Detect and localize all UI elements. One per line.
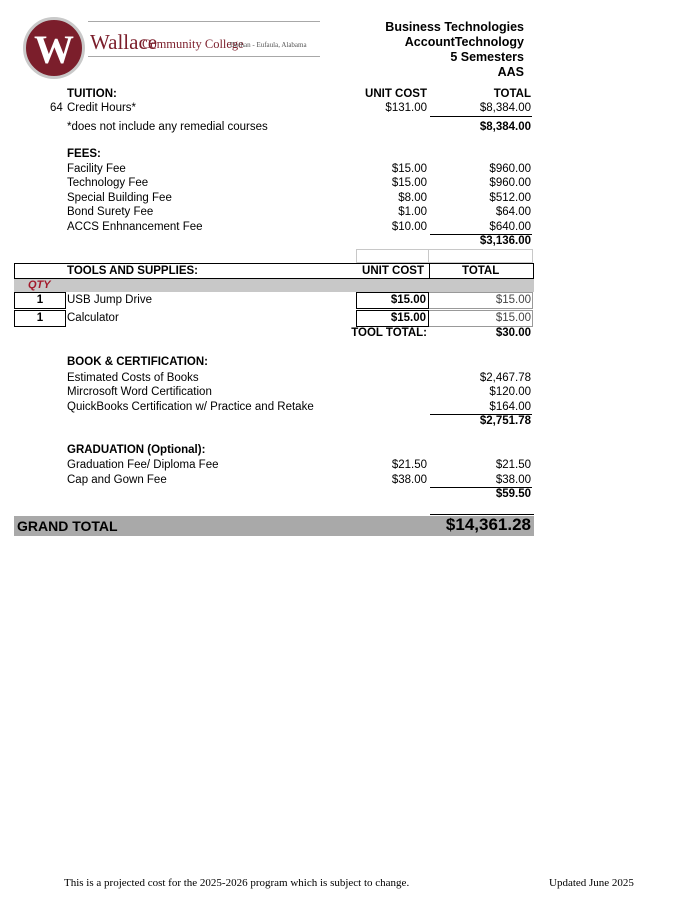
tuition-total: $8,384.00 [479,102,531,114]
tool-unit-cost: $15.00 [390,312,426,324]
program-name: AccountTechnology [404,35,524,49]
graduation-item-unit: $21.50 [391,459,427,471]
fee-total: $64.00 [495,206,531,218]
book-item-name: Estimated Costs of Books [67,372,199,384]
program-degree: AAS [497,65,524,79]
fee-name: Special Building Fee [67,192,172,204]
tuition-heading: TUITION: [67,88,117,100]
tool-total-label: TOOL TOTAL: [351,327,427,339]
tuition-unit-cost: $131.00 [385,102,427,114]
books-heading: BOOK & CERTIFICATION: [67,356,208,368]
tuition-note: *does not include any remedial courses [67,121,268,133]
fee-total: $960.00 [489,177,531,189]
fee-unit-cost: $15.00 [391,177,427,189]
empty-cell [429,249,533,263]
fee-name: ACCS Enhnancement Fee [67,221,203,233]
fee-name: Bond Surety Fee [67,206,154,218]
grand-total-value: $14,361.28 [445,515,531,534]
tool-total: $15.00 [495,294,531,306]
graduation-item-total: $21.50 [495,459,531,471]
footer-updated: Updated June 2025 [549,877,634,889]
graduation-subtotal: $59.50 [495,488,531,500]
fee-unit-cost: $10.00 [391,221,427,233]
tuition-total-header: TOTAL [493,88,531,100]
program-header [385,20,524,80]
book-item-name: Mircrosoft Word Certification [67,386,212,398]
logo-bottom-rule [88,56,320,57]
credit-hours-count: 64 [50,102,63,114]
tool-name: Calculator [67,312,119,324]
graduation-item-unit: $38.00 [391,474,427,486]
footer-disclaimer: This is a projected cost for the 2025-2026 program which is subject to change. [64,877,410,889]
fees-subtotal: $3,136.00 [479,235,531,247]
tools-header-divider [429,263,430,279]
graduation-heading: GRADUATION (Optional): [67,444,206,456]
grand-total-label: GRAND TOTAL [17,518,118,534]
tuition-unit-cost-header: UNIT COST [365,88,427,100]
program-length: 5 Semesters [450,50,524,64]
fee-name: Technology Fee [67,177,149,189]
tools-unit-cost-header: UNIT COST [362,265,424,277]
book-item-total: $120.00 [489,386,531,398]
tool-qty: 1 [36,294,44,306]
tool-total: $15.00 [495,312,531,324]
program-department: Business Technologies [385,20,524,34]
credit-hours-label: Credit Hours* [67,102,137,114]
fee-total: $640.00 [489,221,531,233]
logo-letter: W [34,27,74,72]
fee-unit-cost: $15.00 [391,163,427,175]
empty-cell [356,249,429,263]
tool-name: USB Jump Drive [67,294,152,306]
graduation-item-name: Cap and Gown Fee [67,474,167,486]
logo-name-main: Wallace [90,30,158,54]
logo-top-rule [88,21,320,22]
graduation-item-total: $38.00 [495,474,531,486]
fee-total: $512.00 [489,192,531,204]
book-item-name: QuickBooks Certification w/ Practice and Retake [67,401,314,413]
fee-unit-cost: $8.00 [398,192,427,204]
tool-qty: 1 [36,312,44,324]
logo-locations: Dothan - Eufaula, Alabama [230,41,307,49]
tools-subtotal: $30.00 [495,327,531,339]
fee-total: $960.00 [489,163,531,175]
qty-bar [14,279,534,292]
fees-heading: FEES: [67,148,101,160]
tool-unit-cost: $15.00 [390,294,426,306]
tools-heading: TOOLS AND SUPPLIES: [67,265,198,277]
fee-unit-cost: $1.00 [398,206,427,218]
logo-name-rest: Community College [142,37,244,51]
logo-emblem [23,17,85,79]
fee-name: Facility Fee [67,163,126,175]
qty-label: QTY [28,279,51,291]
tools-total-header: TOTAL [462,265,500,277]
books-subtotal: $2,751.78 [479,415,531,427]
tuition-rule [430,116,532,117]
book-item-total: $164.00 [489,401,531,413]
book-item-total: $2,467.78 [479,372,531,384]
tuition-subtotal: $8,384.00 [479,121,531,133]
graduation-item-name: Graduation Fee/ Diploma Fee [67,459,219,471]
